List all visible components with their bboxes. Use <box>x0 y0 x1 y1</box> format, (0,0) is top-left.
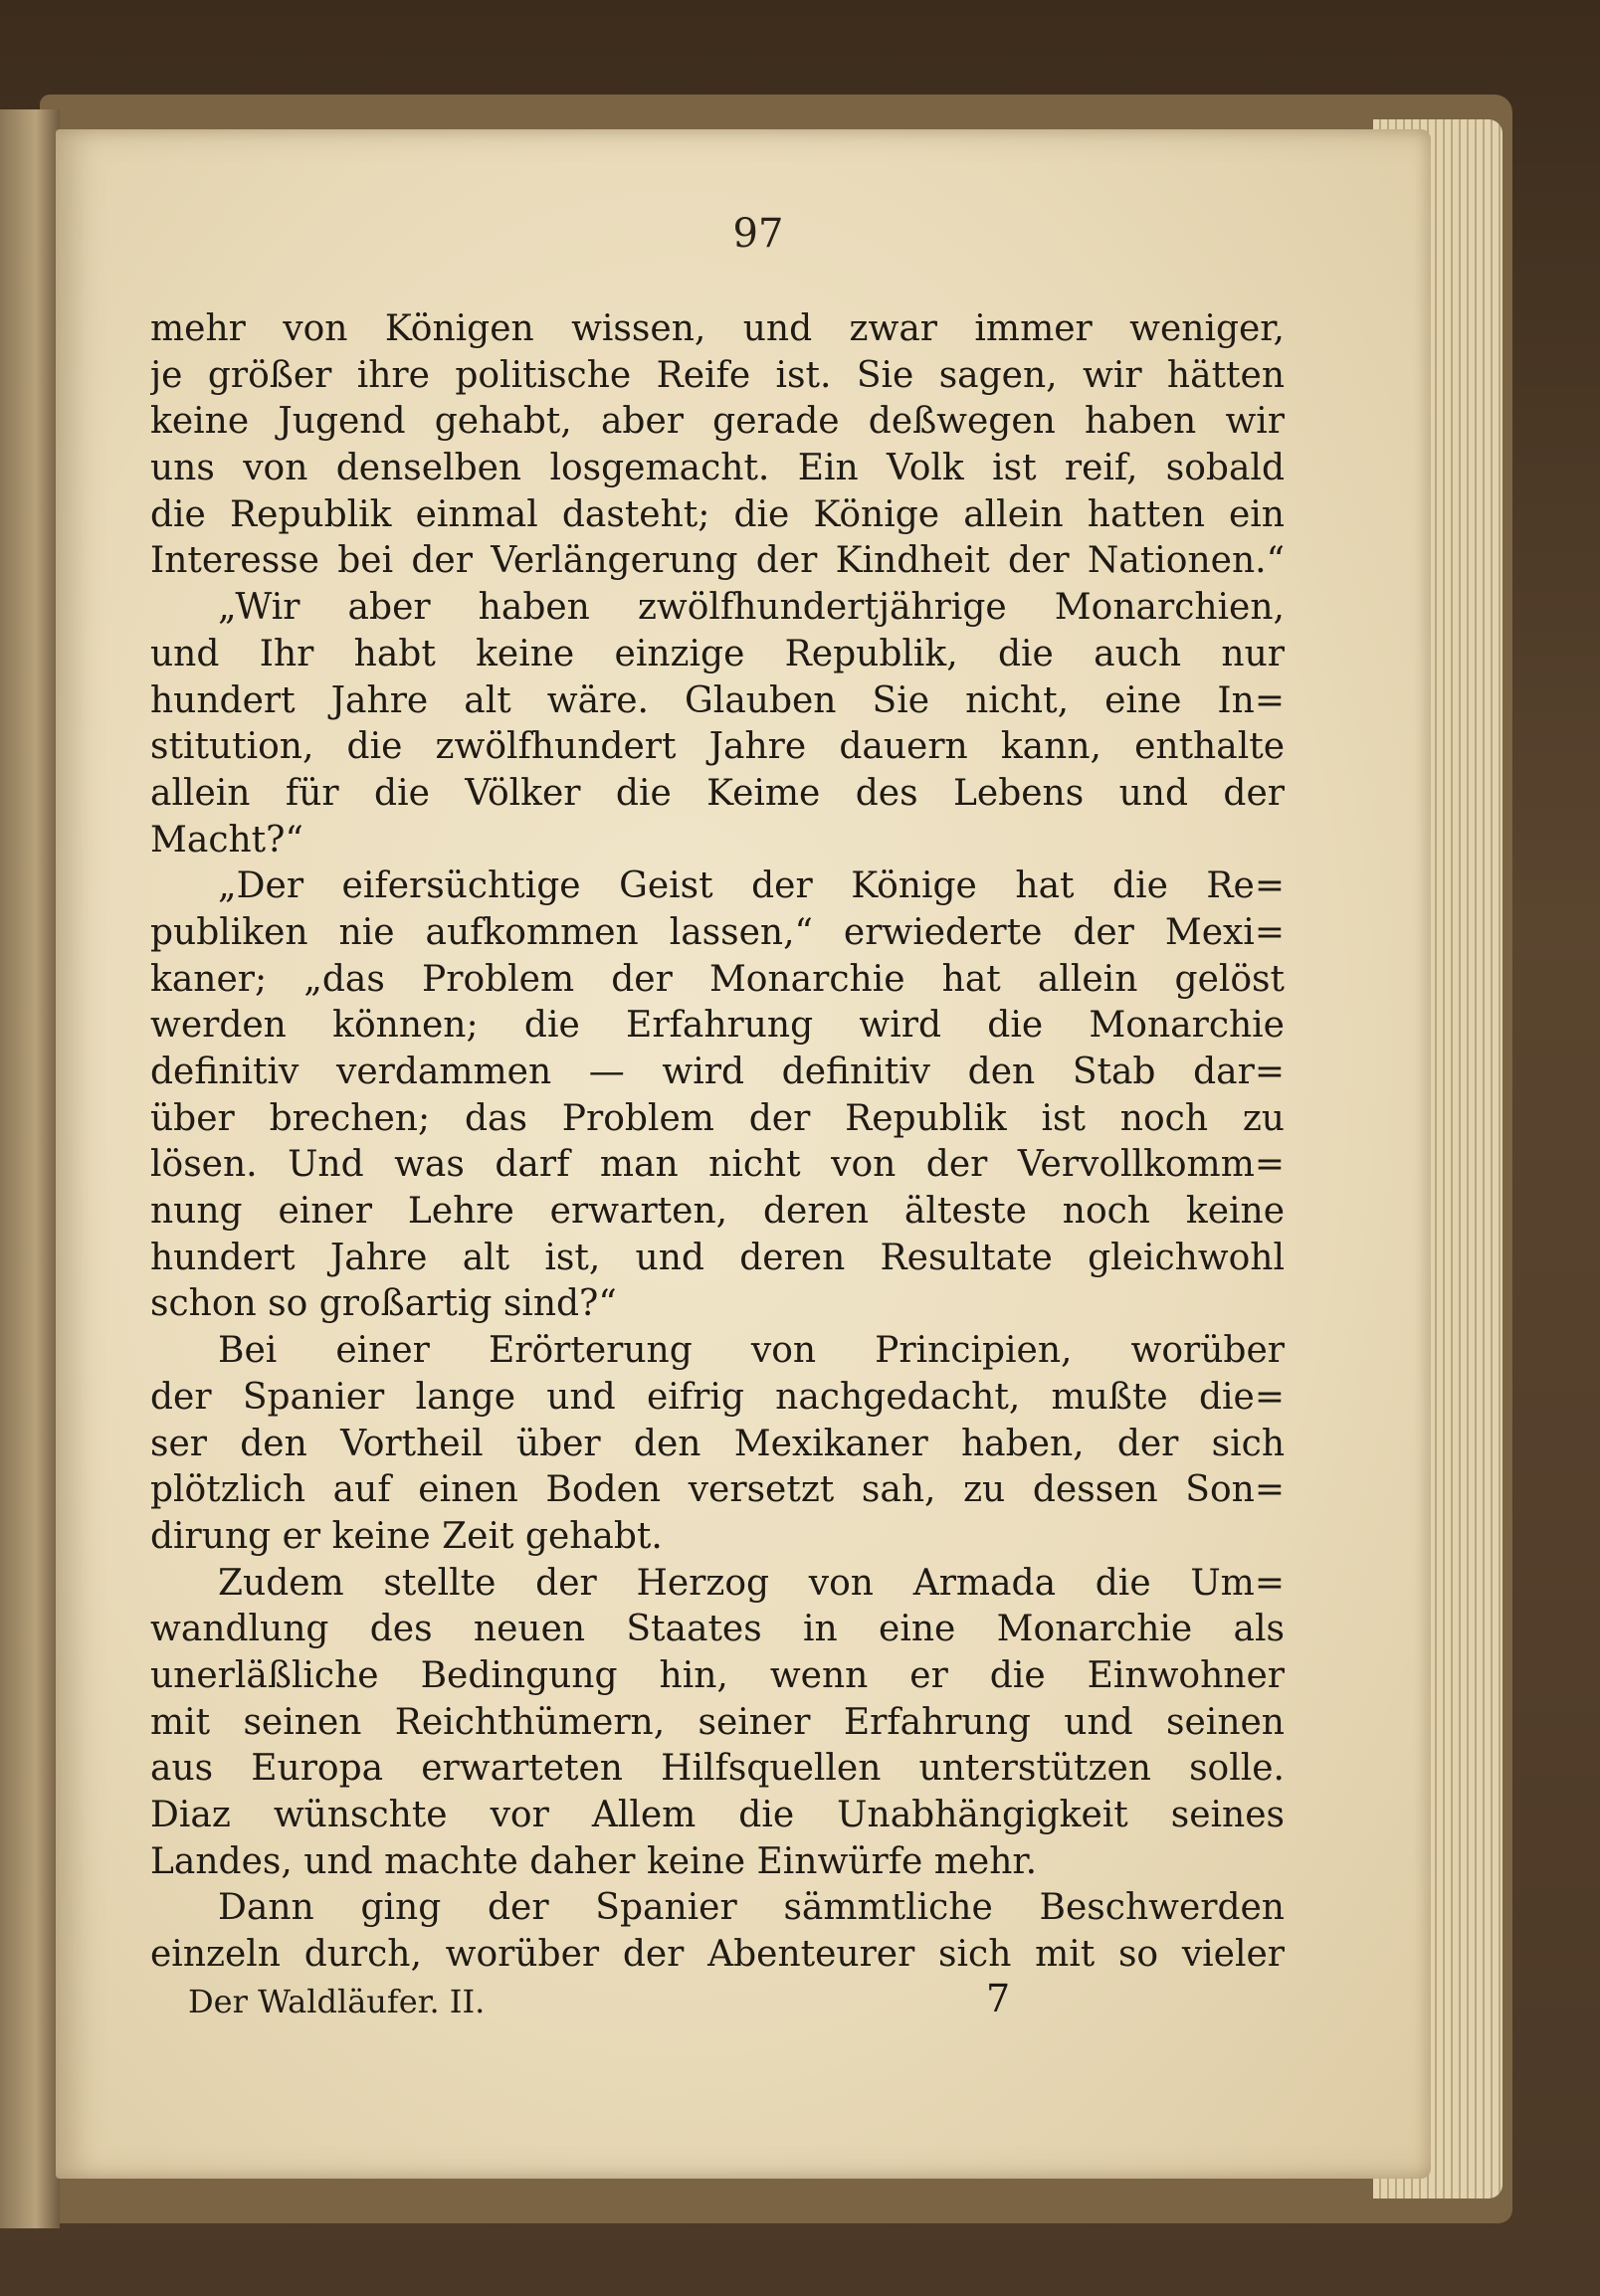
left-page-edge <box>0 109 60 2228</box>
text-line: Bei einer Erörterung von Principien, worüber <box>218 1330 1285 1372</box>
text-line: plötzlich auf einen Boden versetzt sah, zu dessen Son= <box>150 1469 1285 1511</box>
text-line: nung einer Lehre erwarten, deren älteste noch keine <box>150 1191 1285 1233</box>
text-line: aus Europa erwarteten Hilfsquellen unterstützen solle. <box>150 1748 1285 1790</box>
text-line: kaner; „das Problem der Monarchie hat allein gelöst <box>150 958 1285 1000</box>
text-line: definitiv verdammen — wird definitiv den Stab dar= <box>150 1052 1285 1092</box>
text-line: Zudem stellte der Herzog von Armada die Um= <box>218 1562 1285 1604</box>
text-line: „Wir aber haben zwölfhundertjährige Monarchien, <box>218 587 1285 629</box>
page-footer <box>150 1977 1285 2032</box>
sheet-number: 7 <box>986 1977 1011 2020</box>
page-number: 97 <box>732 211 784 257</box>
text-line: unerläßliche Bedingung hin, wenn er die Einwohner <box>150 1654 1285 1696</box>
text-line: Macht?“ <box>150 819 303 861</box>
text-line: wandlung des neuen Staates in eine Monarchie als <box>150 1609 1285 1650</box>
text-line: publiken nie aufkommen lassen,“ erwiederte der Mexi= <box>150 911 1285 953</box>
text-line: hundert Jahre alt wäre. Glauben Sie nicht, eine In= <box>150 679 1285 721</box>
text-line: und Ihr habt keine einzige Republik, die auch nur <box>150 633 1285 674</box>
book-page <box>56 129 1431 2179</box>
page-text <box>150 306 1285 1979</box>
text-line: der Spanier lange und eifrig nachgedacht, mußte die= <box>150 1376 1285 1418</box>
text-line: einzeln durch, worüber der Abenteurer sich mit so vieler <box>150 1934 1285 1976</box>
text-line: mehr von Königen wissen, und zwar immer weniger, <box>150 308 1285 349</box>
text-line: lösen. Und was darf man nicht von der Vervollkomm= <box>150 1144 1285 1186</box>
text-line: werden können; die Erfahrung wird die Monarchie <box>150 1005 1285 1047</box>
text-line: über brechen; das Problem der Republik ist noch zu <box>150 1097 1285 1139</box>
text-line: stitution, die zwölfhundert Jahre dauern kann, enthalte <box>150 726 1285 768</box>
text-line: Diaz wünschte vor Allem die Unabhängigkeit seines <box>150 1795 1285 1835</box>
text-line: ser den Vortheil über den Mexikaner haben, der sich <box>150 1423 1285 1464</box>
text-line: dirung er keine Zeit gehabt. <box>150 1515 663 1557</box>
text-line: Dann ging der Spanier sämmtliche Beschwerden <box>218 1887 1285 1929</box>
text-line: die Republik einmal dasteht; die Könige allein hatten ein <box>150 493 1285 535</box>
text-line: Landes, und machte daher keine Einwürfe mehr. <box>150 1840 1038 1882</box>
text-line: keine Jugend gehabt, aber gerade deßwegen haben wir <box>150 401 1285 443</box>
text-line: je größer ihre politische Reife ist. Sie sagen, wir hätten <box>150 354 1285 396</box>
text-line: „Der eifersüchtige Geist der Könige hat die Re= <box>218 865 1285 907</box>
text-line: schon so großartig sind?“ <box>150 1283 617 1325</box>
text-line: mit seinen Reichthümern, seiner Erfahrung und seinen <box>150 1701 1285 1743</box>
text-line: allein für die Völker die Keime des Lebens und der <box>150 772 1285 814</box>
text-line: uns von denselben losgemacht. Ein Volk ist reif, sobald <box>150 448 1285 489</box>
text-line: Interesse bei der Verlängerung der Kindheit der Nationen.“ <box>150 540 1285 582</box>
signature-mark: Der Waldläufer. II. <box>188 1983 486 2020</box>
text-line: hundert Jahre alt ist, und deren Resultate gleichwohl <box>150 1237 1285 1278</box>
